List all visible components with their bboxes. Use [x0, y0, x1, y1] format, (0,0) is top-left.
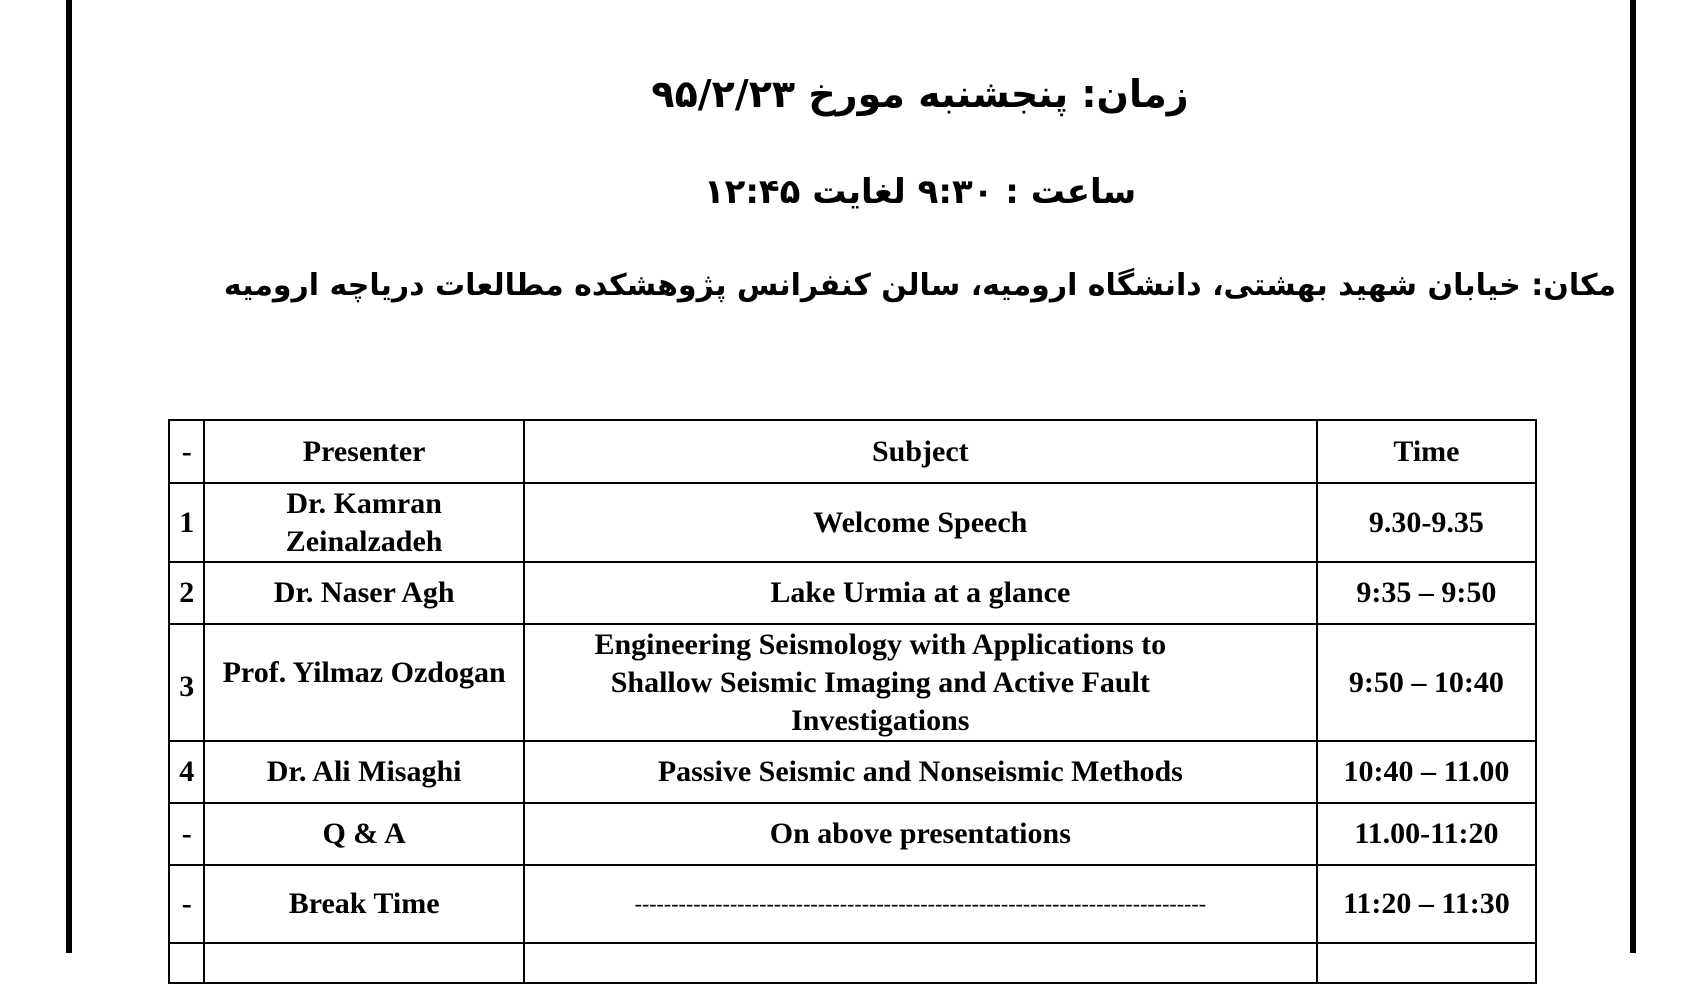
- row-presenter: Q & A: [204, 803, 523, 865]
- place-line: مکان: خیابان شهید بهشتی، دانشگاه ارومیه، سالن کنفرانس پژوهشکده مطالعات دریاچه ارومیه: [223, 268, 1617, 303]
- header-time: Time: [1317, 420, 1536, 483]
- row-time: 10:40 – 11.00: [1317, 741, 1536, 803]
- row-subject: On above presentations: [524, 803, 1317, 865]
- schedule-table: [168, 419, 1537, 984]
- header-presenter: Presenter: [204, 420, 523, 483]
- row-presenter: Prof. Yilmaz Ozdogan: [204, 624, 523, 741]
- table-header-row: [169, 420, 1536, 483]
- table-row: [169, 624, 1536, 741]
- row-subject: ------------------------------------------------------------------------------: [524, 865, 1317, 943]
- row-subject: [524, 624, 1317, 741]
- row-time: 11.00-11:20: [1317, 803, 1536, 865]
- row-subject: Passive Seismic and Nonseismic Methods: [524, 741, 1317, 803]
- row-presenter: Dr. Naser Agh: [204, 562, 523, 624]
- table-row-partial: [169, 943, 1536, 983]
- row-subject: [524, 943, 1317, 983]
- header-num: -: [169, 420, 204, 483]
- table-row: [169, 562, 1536, 624]
- row-time: 9:35 – 9:50: [1317, 562, 1536, 624]
- row-time: [1317, 943, 1536, 983]
- time-line: ساعت : ۹:۳۰ لغایت ۱۲:۴۵: [703, 172, 1137, 212]
- page-border-left: [66, 0, 72, 953]
- row-subject-text: Engineering Seismology with Applications to Shallow Seismic Imaging and Active Fault Investigations: [594, 627, 1167, 737]
- row-subject: Welcome Speech: [524, 483, 1317, 562]
- page-border-right: [1630, 0, 1636, 953]
- row-num: 2: [169, 562, 204, 624]
- row-presenter: Dr. Ali Misaghi: [204, 741, 523, 803]
- table-row: [169, 803, 1536, 865]
- row-presenter: [204, 943, 523, 983]
- row-num: -: [169, 803, 204, 865]
- row-num: [169, 943, 204, 983]
- table-row: [169, 741, 1536, 803]
- row-num: 4: [169, 741, 204, 803]
- table-row: [169, 483, 1536, 562]
- row-subject: Lake Urmia at a glance: [524, 562, 1317, 624]
- header-subject: Subject: [524, 420, 1317, 483]
- row-presenter: Break Time: [204, 865, 523, 943]
- row-time: 9:50 – 10:40: [1317, 624, 1536, 741]
- row-num: 3: [169, 624, 204, 741]
- row-num: -: [169, 865, 204, 943]
- row-presenter: Dr. Kamran Zeinalzadeh: [204, 483, 523, 562]
- row-time: 9.30-9.35: [1317, 483, 1536, 562]
- row-time: 11:20 – 11:30: [1317, 865, 1536, 943]
- table-row: [169, 865, 1536, 943]
- row-num: 1: [169, 483, 204, 562]
- date-line: زمان: پنجشنبه مورخ ۹۵/۲/۲۳: [651, 72, 1189, 116]
